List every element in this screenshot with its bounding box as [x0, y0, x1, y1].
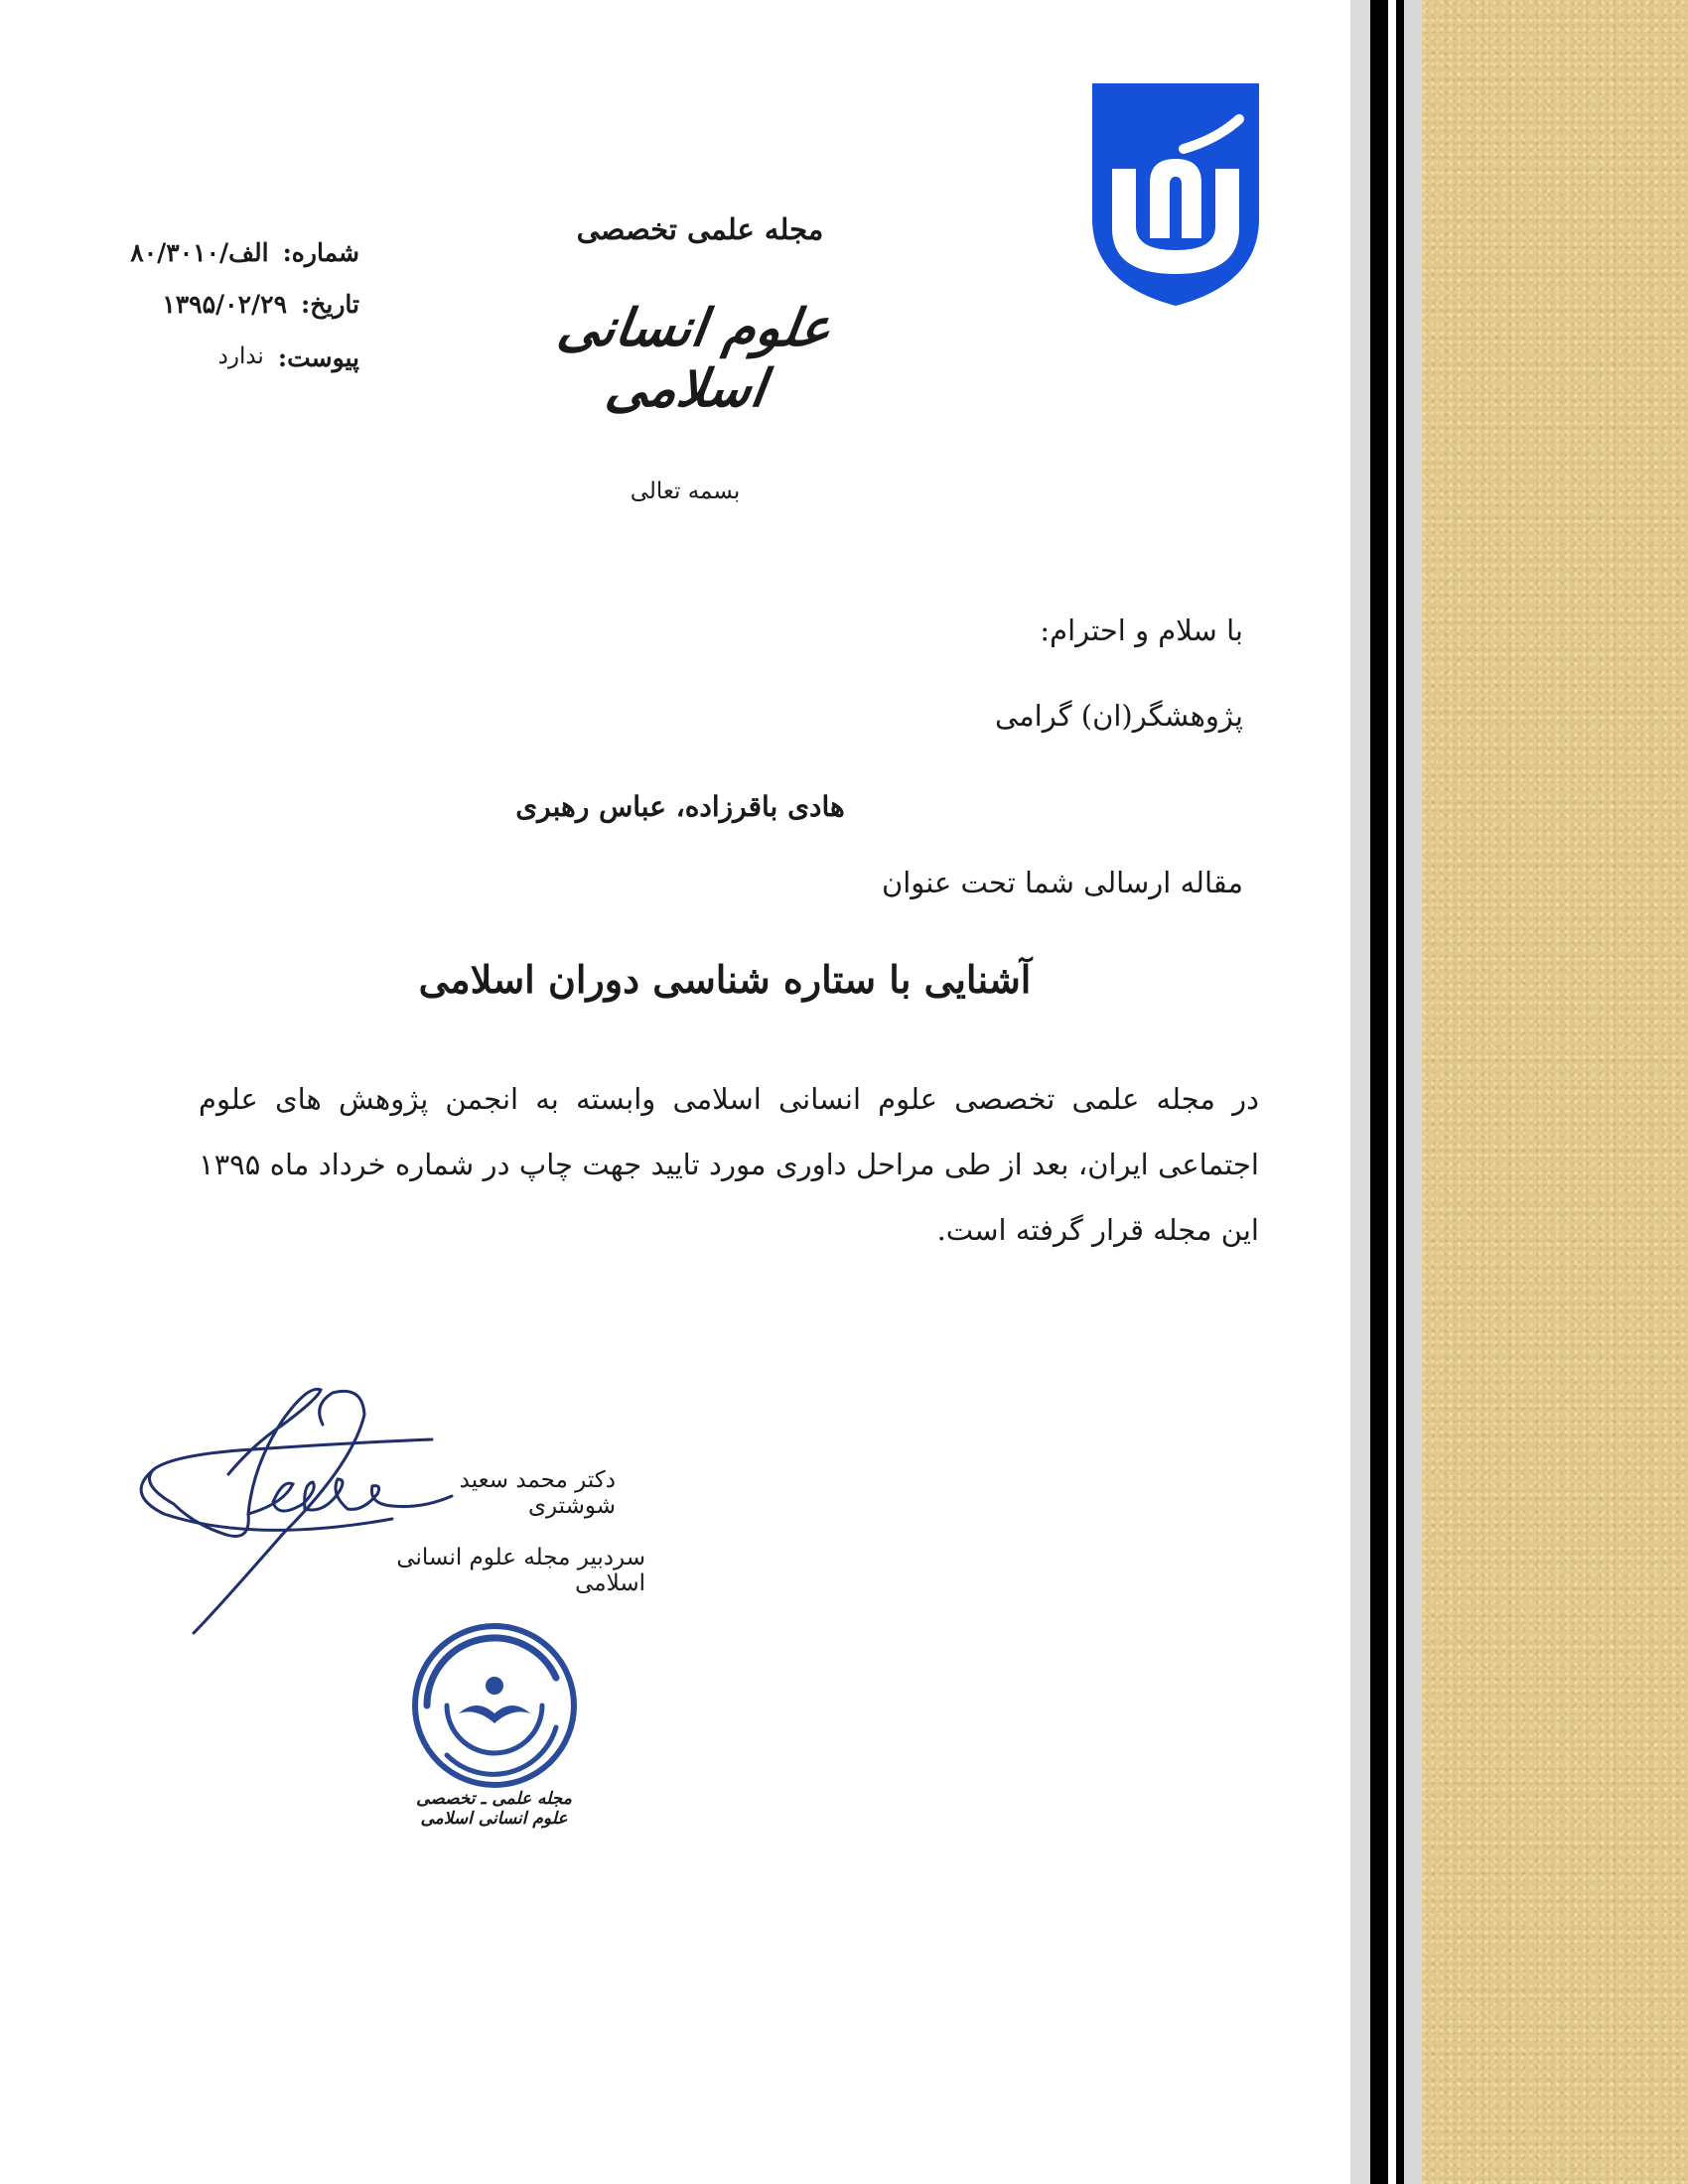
paper-texture-border — [1422, 0, 1688, 2184]
submitted-article-intro: مقاله ارسالی شما تحت عنوان — [881, 866, 1243, 899]
border-strip — [1388, 0, 1396, 2184]
acceptance-paragraph: در مجله علمی تخصصی علوم انسانی اسلامی وابسته به انجمن پژوهش های علوم اجتماعی ایران، بعد از طی مراحل داوری مورد تایید جهت چاپ در شماره خرداد ماه ۱۳۹۵ این مجله قرار گرفته است. — [199, 1082, 1259, 1247]
border-strip — [1396, 0, 1404, 2184]
journal-subtitle: مجله علمی تخصصی — [576, 212, 824, 246]
letter-date-value: ۱۳۹۵/۰۲/۲۹ — [162, 290, 288, 319]
letter-number — [109, 238, 359, 267]
handwritten-signature — [134, 1385, 462, 1643]
association-logo — [1088, 79, 1263, 310]
letter-attachment-label: پیوست: — [277, 343, 359, 372]
researchers-salutation: پژوهشگر(ان) گرامی — [994, 699, 1243, 733]
greeting: با سلام و احترام: — [1040, 614, 1243, 647]
letter-number-value: الف/۸۰/۳۰۱۰ — [130, 238, 269, 267]
letter-number-label: شماره: — [282, 238, 359, 267]
letter-date-label: تاریخ: — [301, 290, 359, 319]
border-strip — [1404, 0, 1422, 2184]
signatory-name: دکتر محمد سعید شوشتری — [459, 1467, 616, 1519]
border-strip — [1350, 0, 1370, 2184]
journal-seal — [407, 1618, 581, 1792]
article-title: آشنایی با ستاره شناسی دوران اسلامی — [418, 957, 1032, 1002]
border-strip — [1370, 0, 1388, 2184]
letter-date — [109, 290, 359, 319]
bismillah: بسمه تعالی — [630, 478, 741, 504]
seal-caption: مجله علمی ـ تخصصی علوم انسانی اسلامی — [416, 1789, 572, 1829]
letter-attachment — [109, 343, 359, 372]
letter-attachment-value: ندارد — [217, 343, 264, 369]
journal-title: علوم انسانی اسلامی — [553, 298, 835, 419]
author-names: هادی باقرزاده، عباس رهبری — [515, 790, 845, 823]
signatory-role: سردبیر مجله علوم انسانی اسلامی — [396, 1545, 645, 1596]
